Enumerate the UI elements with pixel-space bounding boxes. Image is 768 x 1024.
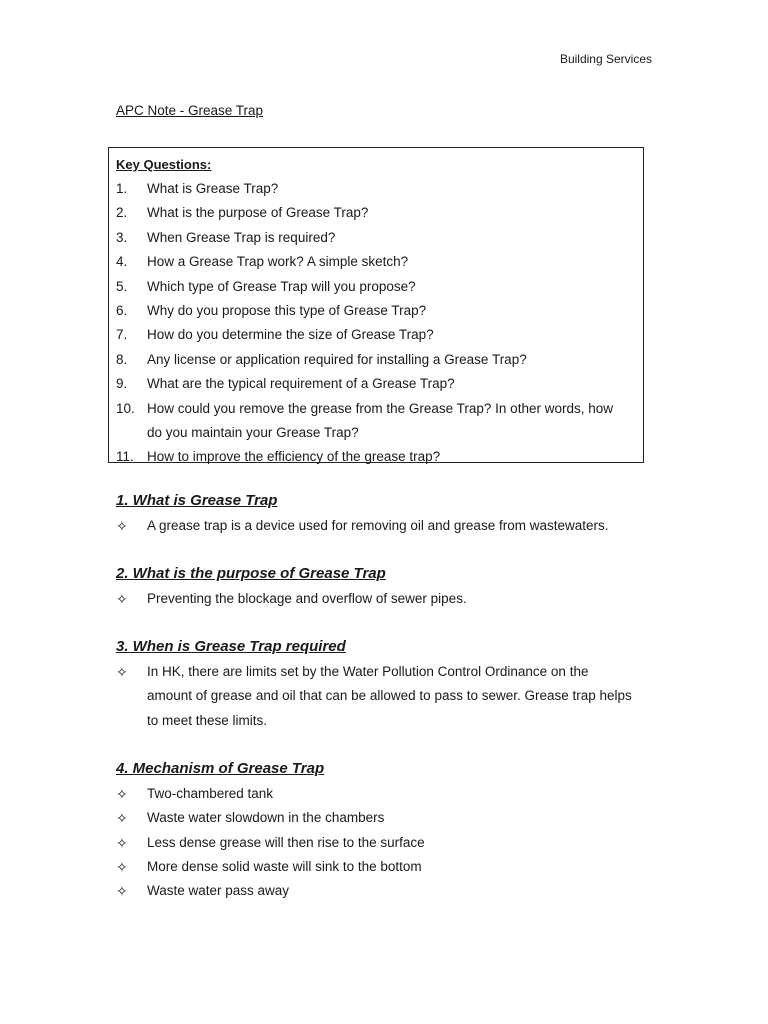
bullet-text: In HK, there are limits set by the Water Pollution Control Ordinance on the amount of grease and oil that can be allowed to pass to sewer. Grease trap helps to meet these limits. (147, 664, 632, 728)
question-text: How to improve the efficiency of the grease trap? (147, 449, 441, 465)
question-number: 9. (116, 376, 128, 392)
bullet-text: A grease trap is a device used for removing oil and grease from wastewaters. (147, 518, 609, 533)
question-text: What is the purpose of Grease Trap? (147, 205, 369, 221)
bullet-text: Preventing the blockage and overflow of sewer pipes. (147, 591, 467, 606)
key-question-item (116, 201, 643, 225)
question-number: 1. (116, 181, 128, 196)
key-question-item (116, 323, 643, 347)
question-text: How do you determine the size of Grease Trap? (147, 327, 434, 343)
key-question-item (116, 445, 643, 469)
sparkle-bullet-icon: ✧ (116, 858, 128, 875)
key-question-item (116, 299, 643, 323)
bullet-item (116, 831, 656, 855)
section-heading: 4. Mechanism of Grease Trap (116, 760, 325, 777)
question-number: 6. (116, 303, 128, 319)
section-purpose (116, 563, 656, 611)
bullet-item (116, 879, 656, 903)
running-header: Building Services (559, 52, 652, 66)
question-number: 3. (116, 229, 128, 245)
key-questions-heading: Key Questions: (116, 157, 212, 172)
question-text: How a Grease Trap work? A simple sketch? (147, 254, 409, 270)
sparkle-bullet-icon: ✧ (116, 883, 128, 900)
key-question-item (116, 177, 643, 201)
bullet-item (116, 806, 656, 830)
bullet-list (116, 514, 656, 538)
question-text: Any license or application required for installing a Grease Trap? (147, 351, 527, 367)
bullet-text: Two-chambered tank (147, 786, 274, 801)
key-question-item (116, 397, 643, 446)
sparkle-bullet-icon: ✧ (116, 591, 128, 607)
question-number: 2. (116, 205, 128, 221)
bullet-item (116, 782, 656, 806)
question-text: Why do you propose this type of Grease Trap? (147, 303, 427, 319)
question-text: What are the typical requirement of a Grease Trap? (147, 376, 455, 392)
section-heading: 2. What is the purpose of Grease Trap (116, 565, 386, 582)
key-question-item (116, 226, 643, 250)
bullet-text: Less dense grease will then rise to the surface (147, 834, 425, 850)
key-questions-list (116, 177, 643, 470)
sparkle-bullet-icon: ✧ (116, 810, 128, 827)
section-heading: 3. When is Grease Trap required (116, 638, 346, 655)
key-question-item (116, 372, 643, 396)
bullet-item (116, 855, 656, 879)
bullet-list (116, 587, 656, 611)
question-number: 8. (116, 351, 128, 367)
sparkle-bullet-icon: ✧ (116, 834, 128, 851)
bullet-item (116, 514, 656, 538)
bullet-text: More dense solid waste will sink to the bottom (147, 858, 422, 874)
question-number: 7. (116, 327, 128, 343)
question-text: How could you remove the grease from the Grease Trap? In other words, how do you maintain your Grease Trap? (147, 400, 613, 441)
bullet-text: Waste water pass away (147, 883, 290, 899)
section-mechanism (116, 758, 656, 903)
key-questions-box (108, 147, 644, 463)
sparkle-bullet-icon: ✧ (116, 518, 128, 534)
question-number: 10. (116, 400, 135, 416)
key-question-item (116, 348, 643, 372)
bullet-list (116, 782, 656, 903)
bullet-item (116, 587, 656, 611)
document-title: APC Note - Grease Trap (116, 103, 264, 118)
sparkle-bullet-icon: ✧ (116, 786, 128, 802)
question-number: 4. (116, 254, 128, 270)
question-text: When Grease Trap is required? (147, 229, 336, 245)
question-number: 5. (116, 278, 128, 294)
section-when-required (116, 636, 656, 733)
key-question-item (116, 250, 643, 274)
bullet-text: Waste water slowdown in the chambers (147, 810, 385, 826)
question-text: Which type of Grease Trap will you propose? (147, 278, 416, 294)
sparkle-bullet-icon: ✧ (116, 664, 128, 680)
bullet-item (116, 660, 656, 733)
question-text: What is Grease Trap? (147, 181, 279, 196)
section-heading: 1. What is Grease Trap (116, 492, 278, 509)
question-number: 11. (116, 449, 134, 465)
key-question-item (116, 275, 643, 299)
bullet-list (116, 660, 656, 733)
section-what-is (116, 490, 656, 538)
